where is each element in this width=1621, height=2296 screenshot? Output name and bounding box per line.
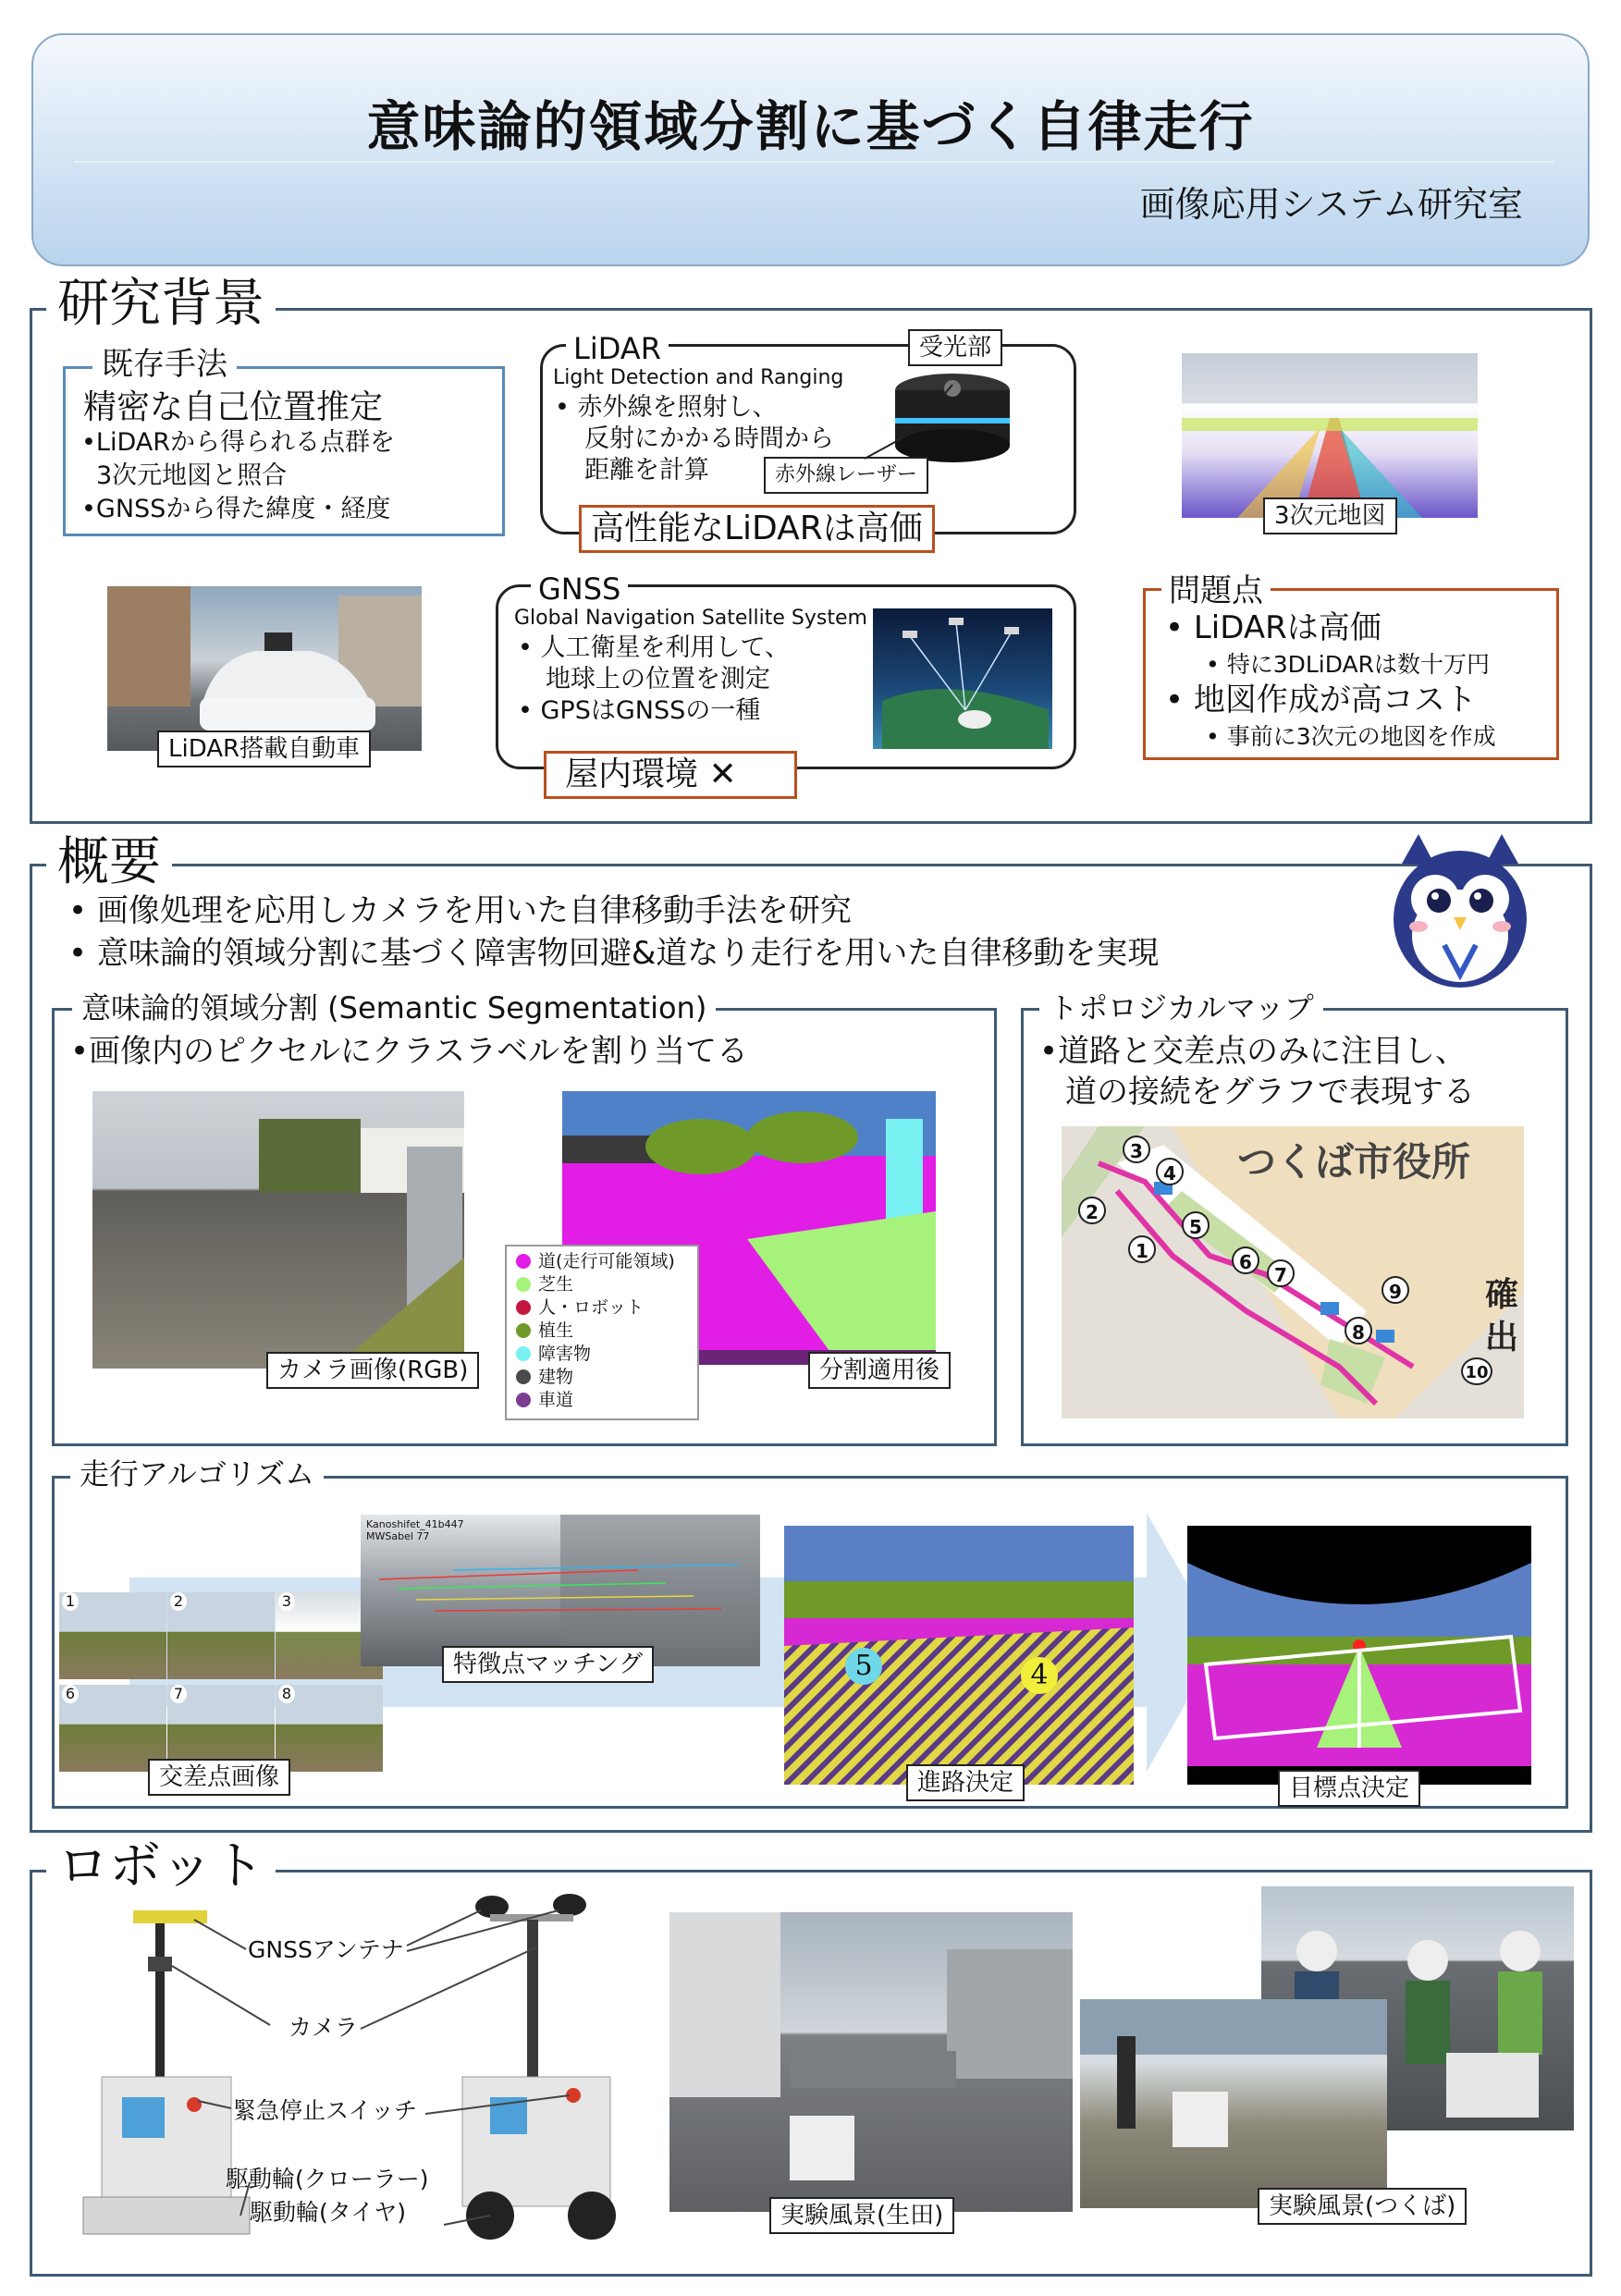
route-label-b: 4: [1021, 1657, 1058, 1694]
map-node: 5: [1182, 1211, 1210, 1239]
algorithm-title: 走行アルゴリズム: [70, 1455, 324, 1492]
legend-label: 車道: [538, 1390, 574, 1410]
lidar-car-image: [107, 586, 422, 751]
legend-label: 建物: [538, 1367, 574, 1387]
existing-lead: 精密な自己位置推定: [83, 388, 384, 426]
map-node: 9: [1382, 1276, 1409, 1304]
intersection-thumb: [276, 1685, 383, 1772]
legend-swatch: [516, 1369, 531, 1384]
thumb-number: 6: [62, 1685, 79, 1703]
background-title: 研究背景: [46, 274, 276, 335]
matching-overlay-text: Kanoshifet_41b447 MWSabel 77: [366, 1518, 464, 1542]
map-node: 4: [1156, 1158, 1184, 1185]
legend-item: [516, 1320, 688, 1343]
laser-label: 赤外線レーザー: [764, 457, 928, 494]
lidar-subtitle: Light Detection and Ranging: [553, 366, 844, 389]
title-divider: [74, 161, 1553, 163]
existing-item: •GNSSから得た緯度・経度: [81, 495, 391, 523]
map-node: 6: [1232, 1246, 1259, 1274]
robot-title: ロボット: [46, 1836, 276, 1897]
segmentation-caption: 分割適用後: [808, 1352, 951, 1389]
legend-item: [516, 1366, 688, 1389]
gnss-subtitle: Global Navigation Satellite System: [514, 607, 867, 630]
page-title: 意味論的領域分割に基づく自律走行: [366, 95, 1255, 158]
lab-name: 画像応用システム研究室: [1139, 184, 1523, 225]
label-gnss-antenna: GNSSアンテナ: [248, 1936, 404, 1963]
overview-bullet: • 画像処理を応用しカメラを用いた自律移動手法を研究: [68, 892, 852, 929]
experiment-ikuta-caption: 実験風景(生田): [769, 2197, 954, 2234]
label-emergency-stop: 緊急停止スイッチ: [233, 2097, 418, 2124]
thumb-number: 3: [278, 1592, 295, 1611]
segmentation-legend: [505, 1245, 699, 1420]
intersection-thumb: [59, 1592, 166, 1679]
route-decision-caption: 進路決定: [906, 1764, 1025, 1801]
feature-matching-caption: 特徴点マッチング: [442, 1646, 654, 1683]
thumb-number: 8: [278, 1685, 295, 1703]
lidar-text: 距離を計算: [584, 456, 709, 485]
intersection-caption: 交差点画像: [148, 1759, 290, 1796]
route-decision-image: [784, 1526, 1134, 1785]
gnss-indoor-note: 屋内環境 ✕: [544, 751, 797, 799]
owl-mascot-icon: [1382, 827, 1539, 993]
camera-rgb-caption: カメラ画像(RGB): [266, 1352, 479, 1389]
problem-subitem: • 事前に3次元の地図を作成: [1206, 723, 1496, 750]
label-tire: 駆動輪(タイヤ): [250, 2199, 407, 2226]
legend-item: [516, 1250, 688, 1273]
lidar-pointer-lines: [860, 379, 962, 462]
3d-map-image: [1182, 353, 1478, 518]
legend-label: 芝生: [538, 1274, 574, 1295]
experiment-tsukuba-image: [1080, 1999, 1387, 2208]
segmentation-desc: •画像内のピクセルにクラスラベルを割り当てる: [70, 1033, 749, 1070]
feature-matching-image: [361, 1515, 760, 1666]
existing-item: 3次元地図と照合: [96, 461, 288, 490]
lidar-title: LiDAR: [566, 331, 669, 366]
overview-title: 概要: [46, 832, 172, 893]
legend-swatch: [516, 1277, 531, 1292]
thumb-number: 7: [170, 1685, 187, 1703]
legend-swatch: [516, 1300, 531, 1315]
lidar-text: • 赤外線を照射し、: [555, 393, 778, 422]
topological-map-image: [1062, 1126, 1524, 1418]
legend-label: 植生: [538, 1320, 574, 1341]
route-label-a: 5: [845, 1648, 882, 1685]
thumb-number: 2: [170, 1592, 187, 1611]
city-hall-label: つくば市役所: [1237, 1139, 1471, 1185]
gnss-text: • 人工衛星を利用して、: [518, 633, 790, 662]
label-camera: カメラ: [289, 2014, 359, 2041]
intersection-thumb: [167, 1592, 275, 1679]
segmentation-title: 意味論的領域分割 (Semantic Segmentation): [72, 989, 716, 1026]
problem-item: • 地図作成が高コスト: [1165, 681, 1477, 718]
legend-label: 障害物: [538, 1344, 592, 1364]
topological-map-title: トポロジカルマップ: [1039, 989, 1323, 1026]
intersection-images: [59, 1592, 383, 1775]
lidar-text: 反射にかかる時間から: [584, 424, 834, 453]
legend-item: [516, 1389, 688, 1412]
lidar-car-caption: LiDAR搭載自動車: [157, 731, 371, 767]
legend-swatch: [516, 1346, 531, 1361]
problem-item: • LiDARは高価: [1165, 609, 1382, 646]
legend-label: 道(走行可能領域): [538, 1251, 675, 1271]
legend-swatch: [516, 1323, 531, 1338]
map-node: 1: [1128, 1235, 1156, 1263]
satellite-image: [873, 608, 1052, 749]
lidar-cost-note: 高性能なLiDARは高価: [579, 505, 935, 553]
camera-rgb-image: [92, 1091, 464, 1369]
map-node: 2: [1078, 1197, 1106, 1224]
experiment-ikuta-image: [669, 1912, 1073, 2212]
thumb-number: 1: [62, 1592, 79, 1611]
target-point-caption: 目標点決定: [1278, 1770, 1420, 1807]
map-side-label: 確 出: [1485, 1276, 1519, 1357]
target-point-image: [1187, 1526, 1531, 1785]
title-banner: [31, 33, 1590, 266]
experiment-tsukuba-caption: 実験風景(つくば): [1258, 2188, 1467, 2225]
map-node: 3: [1123, 1136, 1150, 1163]
topo-desc: •道路と交差点のみに注目し、: [1039, 1033, 1467, 1070]
gnss-title: GNSS: [531, 571, 628, 607]
overview-bullet: • 意味論的領域分割に基づく障害物回避&道なり走行を用いた自律移動を実現: [68, 935, 1160, 972]
legend-label: 人・ロボット: [538, 1297, 645, 1318]
existing-methods-title: 既存手法: [92, 346, 237, 383]
problem-subitem: • 特に3DLiDARは数十万円: [1206, 651, 1491, 678]
3d-map-caption: 3次元地図: [1263, 497, 1397, 534]
problems-title: 問題点: [1161, 573, 1271, 608]
receiver-label: 受光部: [908, 329, 1002, 366]
topo-desc: 道の接続をグラフで表現する: [1065, 1074, 1476, 1111]
label-crawler: 駆動輪(クローラー): [226, 2166, 429, 2192]
map-node: 7: [1267, 1259, 1295, 1287]
gnss-text: • GPSはGNSSの一種: [518, 696, 761, 725]
gnss-text: 地球上の位置を測定: [546, 665, 770, 694]
legend-item: [516, 1273, 688, 1296]
legend-item: [516, 1343, 688, 1366]
existing-item: •LiDARから得られる点群を: [81, 428, 396, 457]
map-node: 8: [1345, 1317, 1372, 1344]
map-node: 10: [1461, 1357, 1492, 1385]
legend-item: [516, 1296, 688, 1320]
legend-swatch: [516, 1254, 531, 1269]
legend-swatch: [516, 1393, 531, 1407]
